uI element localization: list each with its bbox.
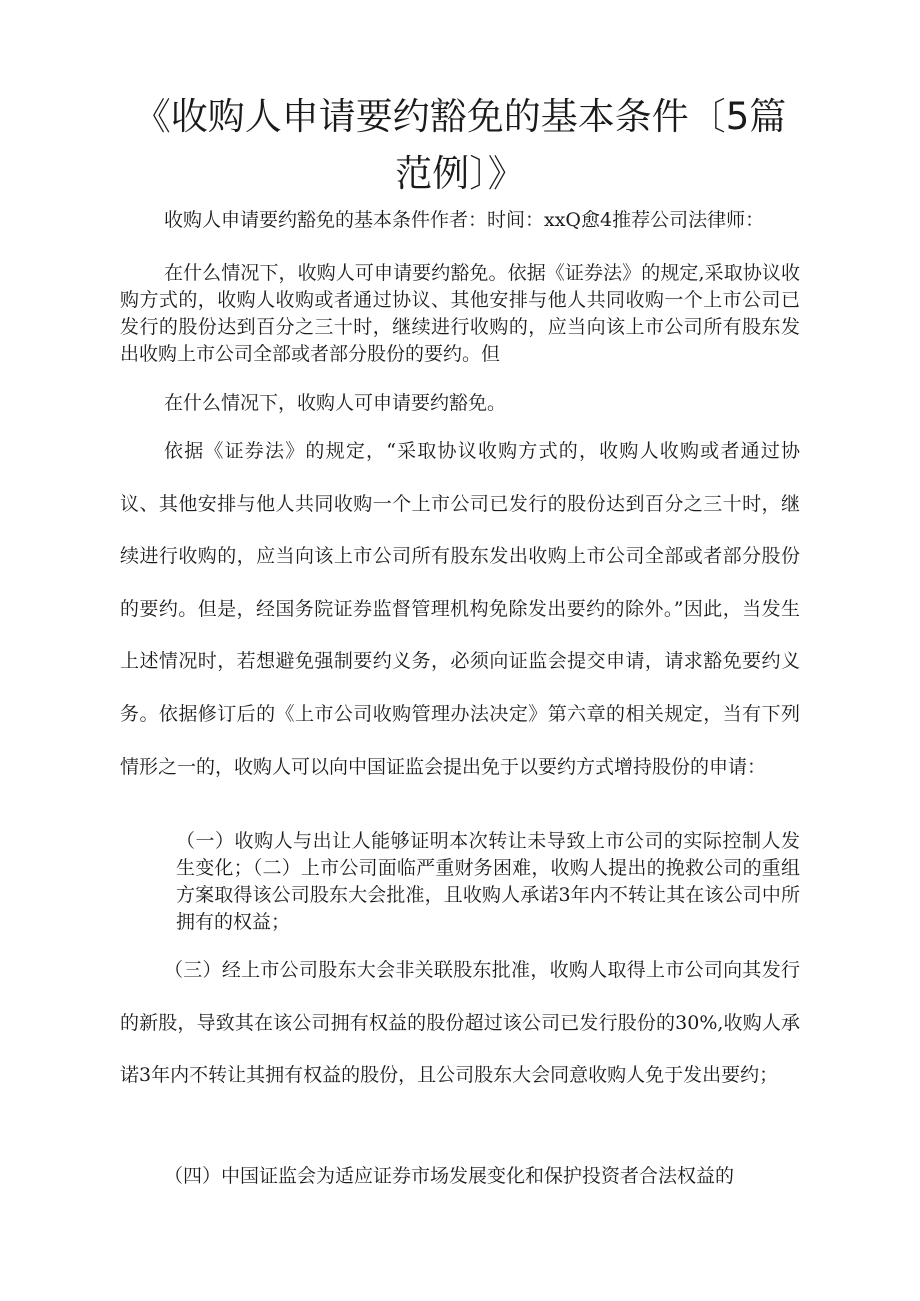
paragraph-5: （三）经上市公司股东大会非关联股东批准，收购人取得上市公司向其发行的新股，导致其在该公司拥有权益的股份超过该公司已发行股份的30%,收购人承诺3年内不转让其拥有权益的股份，且公司股东大会同意收购人免于发出要约；	[120, 959, 800, 1087]
document-title: 《收购人申请要约豁免的基本条件〔5篇范例〕》	[133, 95, 787, 195]
paragraph-6: （四）中国证监会为适应证券市场发展变化和保护投资者合法权益的	[164, 1165, 735, 1187]
paragraph-4-list: （一）收购人与出让人能够证明本次转让未导致上市公司的实际控制人发生变化；（二）上市公司面临严重财务困难，收购人提出的挽救公司的重组方案取得该公司股东大会批准，且收购人承诺3年内不转让其在该公司中所拥有的权益；	[176, 830, 800, 933]
paragraph-1: 在什么情况下，收购人可申请要约豁免。依据《证券法》的规定,采取协议收购方式的，收购人收购或者通过协议、其他安排与他人共同收购一个上市公司已发行的股份达到百分之三十时，继续进行收购的，应当向该上市公司所有股东发出收购上市公司全部或者部分股份的要约。但	[120, 262, 800, 365]
meta-line: 收购人申请要约豁免的基本条件作者：时间：xxQ愈4推荐公司法律师：	[164, 209, 765, 231]
paragraph-2: 在什么情况下，收购人可申请要约豁免。	[164, 392, 507, 414]
paragraph-3: 依据《证券法》的规定，“采取协议收购方式的，收购人收购或者通过协议、其他安排与他人共同收购一个上市公司已发行的股份达到百分之三十时，继续进行收购的，应当向该上市公司所有股东发出收购上市公司全部或者部分股份的要约。但是，经国务院证券监督管理机构免除发出要约的除外。”因此，当发生上述情况时，若想避免强制要约义务，必须向证监会提交申请，请求豁免要约义务。依据修订后的《上市公司收购管理办法决定》第六章的相关规定，当有下列情形之一的，收购人可以向中国证监会提出免于以要约方式增持股份的申请：	[120, 440, 800, 778]
